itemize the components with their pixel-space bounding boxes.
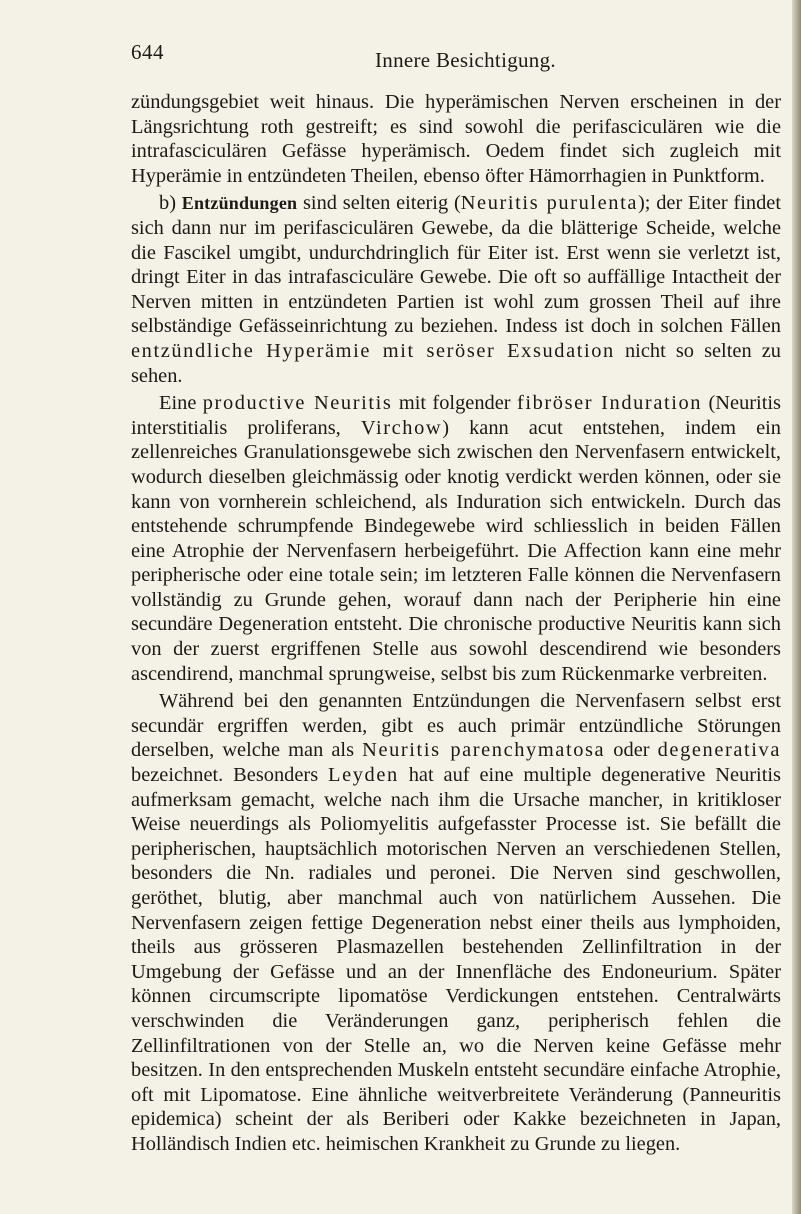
paragraph-hyperaemia-continued (131, 90, 781, 188)
paragraph-suppurative-inflammation (131, 191, 781, 388)
emphasized-term: degenerativa (657, 739, 781, 762)
emphasized-term: fibröser Induration (516, 392, 703, 415)
paragraph-text: Eine (159, 392, 203, 415)
paragraph-text: mit folgender (392, 392, 517, 415)
paragraph-text: sind selten eiterig ( (297, 192, 461, 215)
emphasized-term: entzündliche Hyperämie mit seröser Exsudation (131, 339, 615, 362)
text-body (131, 90, 781, 1160)
page-edge-shadow (792, 0, 801, 1214)
emphasized-term: productive Neuritis (202, 392, 393, 415)
paragraph-productive-neuritis (131, 391, 781, 686)
paragraph-text: (Neuritis interstitialis proliferans, (131, 392, 781, 439)
paragraph-parenchymatous-neuritis (131, 689, 781, 1156)
paragraph-text: hat auf eine multiple degenerative Neuritis aufmerksam gemacht, welche nach ihm die Ursache mancher, in kritikloser Weise neuerdings als Poliomyelitis aufgefasster Processe ist. Sie befällt die peripherischen, hauptsächlich motorischen Nerven an verschiedenen Stellen, besonders die Nn. radiales und peronei. Die Nerven sind geschwollen, geröthet, blutig, aber manchmal auch von natürlichem Aussehen. Die Nervenfasern zeigen fettige Degeneration nebst einer theils aus lymphoiden, theils aus grösseren Plasmazellen bestehenden Zellinfiltration in der Umgebung der Gefässe und an der Innenfläche des Endoneurium. Später können circumscripte lipomatöse Verdickungen entstehen. Centralwärts verschwinden die Veränderungen ganz, peripherisch fehlen die Zellinfiltrationen von der Stelle an, wo die Nerven keine Gefässe mehr besitzen. In den entsprechenden Muskeln entsteht secundäre einfache Atrophie, oft mit Lipomatose. Eine ähnliche weitverbreitete Veränderung (Panneuritis epidemica) scheint der als Beriberi oder Kakke bezeichneten in Japan, Holländisch Indien etc. heimischen Krankheit zu Grunde zu liegen. (131, 764, 781, 1155)
paragraph-text: bezeichnet. Besonders (131, 764, 329, 787)
page-number: 644 (131, 40, 164, 64)
running-title: Innere Besichtigung. (375, 48, 556, 72)
emphasized-term: Neuritis purulenta (460, 192, 638, 215)
section-letter: b) (159, 192, 182, 215)
author-name: Virchow (360, 416, 443, 439)
section-heading: Entzündungen (181, 193, 298, 214)
paragraph-text: ); der Eiter findet sich dann nur im perifasciculären Gewebe, da die blätterige Scheide, welche die Fascikel umgibt, undurchdringlich für Eiter ist. Erst wenn sie verletzt ist, dringt Eiter in das intrafasciculäre Gewebe. Die oft so auffällige Intactheit der Nerven mitten in entzündeten Partien ist wohl zum grossen Theil auf ihre selbständige Gefässeinrichtung zu beziehen. Indess ist doch in solchen Fällen (131, 192, 781, 338)
emphasized-term: Neuritis parenchymatosa (362, 739, 606, 762)
paragraph-text: Während bei den genannten Entzündungen die Nervenfasern selbst erst secundär ergriffen werden, gibt es auch primär entzündliche Störungen derselben, welche man als (131, 690, 781, 762)
paragraph-text: oder (605, 739, 658, 762)
paragraph-text: ) kann acut entstehen, indem ein zellenreiches Granulationsgewebe sich zwischen den Nervenfasern entwickelt, wodurch dieselben gleichmässig oder knotig verdickt werden können, oder sie kann von vornherein schleichend, als Induration sich entwickeln. Durch das entstehende schrumpfende Bindegewebe wird schliesslich in beiden Fällen eine Atrophie der Nervenfasern herbeigeführt. Die Affection kann eine mehr peripherische oder eine totale sein; im letzteren Falle können die Nervenfasern vollständig zu Grunde gehen, worauf dann nach der Peripherie hin eine secundäre Degeneration entsteht. Die chronische productive Neuritis kann sich von der zuerst ergriffenen Stelle aus sowohl descendirend wie besonders ascendirend, manchmal sprungweise, selbst bis zum Rückenmarke verbreiten. (131, 416, 781, 685)
paragraph-text: nicht so selten zu sehen. (131, 339, 781, 387)
page-header (0, 40, 790, 80)
author-name: Leyden (328, 764, 399, 787)
paragraph-text: zündungsgebiet weit hinaus. Die hyperämischen Nerven erscheinen in der Längsrichtung roth gestreift; es sind sowohl die perifasciculären wie die intrafasciculären Gefässe hyperämisch. Oedem findet sich zugleich mit Hyperämie in entzündeten Theilen, ebenso öfter Hämorrhagien in Punktform. (131, 91, 781, 187)
